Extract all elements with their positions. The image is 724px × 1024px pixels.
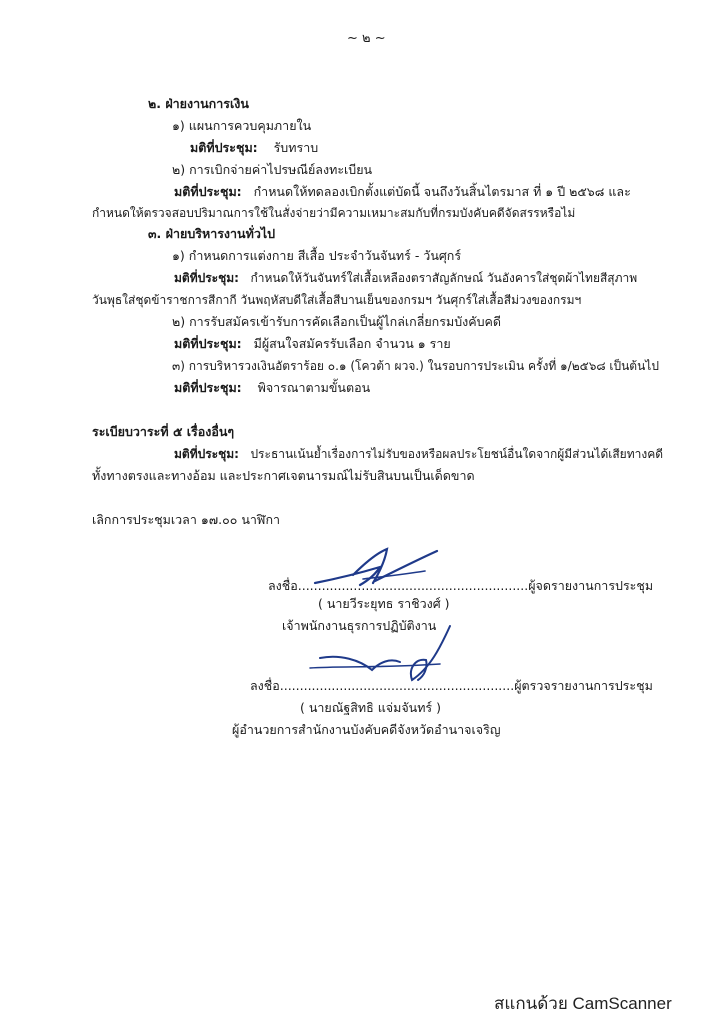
sign-label: ลงชื่อ: [268, 578, 298, 593]
sign-role: ผู้ตรวจรายงานการประชุม: [514, 678, 653, 693]
sign-dots: ..........................................................: [297, 578, 529, 593]
section3-item3-resolution: [174, 380, 370, 396]
section3-item1-resolution-cont: วันพุธใส่ชุดข้าราชการสีกากี วันพฤหัสบดีใส่เสื้อสีบานเย็นของกรมฯ วันศุกร์ใส่เสื้อสีม่วงของกรมฯ: [92, 293, 582, 307]
section3-item3: ๓) การบริหารวงเงินอัตราร้อย ๐.๑ (โควต้า ผวจ.) ในรอบการประเมิน ครั้งที่ ๑/๒๕๖๘ เป็นต้นไป: [172, 359, 659, 373]
signature2-position: ผู้อำนวยการสำนักงานบังคับคดีจังหวัดอำนาจเจริญ: [232, 722, 501, 737]
resolution-text: กำหนดให้วันจันทร์ใส่เสื้อเหลืองตราสัญลักษณ์ วันอังคารใส่ชุดผ้าไทยสีสุภาพ: [250, 271, 638, 285]
resolution-text: รับทราบ: [273, 140, 319, 155]
section2-item2-resolution: [174, 184, 631, 200]
resolution-text: มีผู้สนใจสมัครรับเลือก จำนวน ๑ ราย: [253, 336, 451, 351]
section2-item2-resolution-cont: กำหนดให้ตรวจสอบปริมาณการใช้ในสั่งจ่ายว่ามีความเหมาะสมกับที่กรมบังคับคดีจัดสรรหรือไม่: [92, 206, 576, 220]
section3-item2-resolution: [174, 336, 451, 352]
sign-dots: ...........................................................: [279, 678, 515, 693]
signature1-position: เจ้าพนักงานธุรการปฏิบัติงาน: [282, 618, 437, 633]
section3-item1: ๑) กำหนดการแต่งกาย สีเสื้อ ประจำวันจันทร์ - วันศุกร์: [172, 248, 462, 263]
sign-role: ผู้จดรายงานการประชุม: [528, 578, 654, 593]
section2-item1: ๑) แผนการควบคุมภายใน: [172, 118, 312, 133]
resolution-text: กำหนดให้ทดลองเบิกตั้งแต่บัดนี้ จนถึงวันสิ้นไตรมาส ที่ ๑ ปี ๒๕๖๘ และ: [253, 184, 631, 199]
resolution-label: มติที่ประชุม:: [174, 336, 242, 351]
resolution-label: มติที่ประชุม:: [174, 447, 239, 461]
page-number: ~ ๒ ~: [347, 31, 386, 46]
agenda5-resolution: [174, 446, 663, 462]
signature1-handwriting: [305, 545, 445, 595]
resolution-label: มติที่ประชุม:: [190, 140, 258, 155]
section2-item2: ๒) การเบิกจ่ายค่าไปรษณีย์ลงทะเบียน: [172, 162, 373, 177]
section3-item1-resolution: [174, 270, 637, 286]
closing-time: เลิกการประชุมเวลา ๑๗.๐๐ นาฬิกา: [92, 512, 281, 527]
section2-heading: ๒. ฝ่ายงานการเงิน: [148, 96, 249, 111]
agenda5-resolution-cont: ทั้งทางตรงและทางอ้อม และประกาศเจตนารมณ์ไม่รับสินบนเป็นเด็ดขาด: [92, 468, 475, 483]
resolution-text: ประธานเน้นย้ำเรื่องการไม่รับของหรือผลประโยชน์อื่นใดจากผู้มีส่วนได้เสียทางคดี: [250, 447, 664, 461]
agenda5-heading: ระเบียบวาระที่ ๕ เรื่องอื่นๆ: [92, 424, 235, 439]
section3-item2: ๒) การรับสมัครเข้ารับการคัดเลือกเป็นผู้ไกล่เกลี่ยกรมบังคับคดี: [172, 314, 502, 329]
signature2-name: ( นายณัฐสิทธิ แจ่มจันทร์ ): [300, 700, 441, 715]
section3-heading: ๓. ฝ่ายบริหารงานทั่วไป: [148, 226, 276, 241]
resolution-label: มติที่ประชุม:: [174, 184, 242, 199]
section2-item1-resolution: [190, 140, 318, 156]
sign-label: ลงชื่อ: [250, 678, 280, 693]
camscanner-watermark: สแกนด้วย CamScanner: [494, 994, 672, 1013]
signature1-name: ( นายวีระยุทธ ราชิวงศ์ ): [318, 596, 450, 611]
signature2-line: [250, 678, 653, 694]
resolution-label: มติที่ประชุม:: [174, 380, 242, 395]
resolution-label: มติที่ประชุม:: [174, 271, 239, 285]
resolution-text: พิจารณาตามขั้นตอน: [257, 380, 371, 395]
